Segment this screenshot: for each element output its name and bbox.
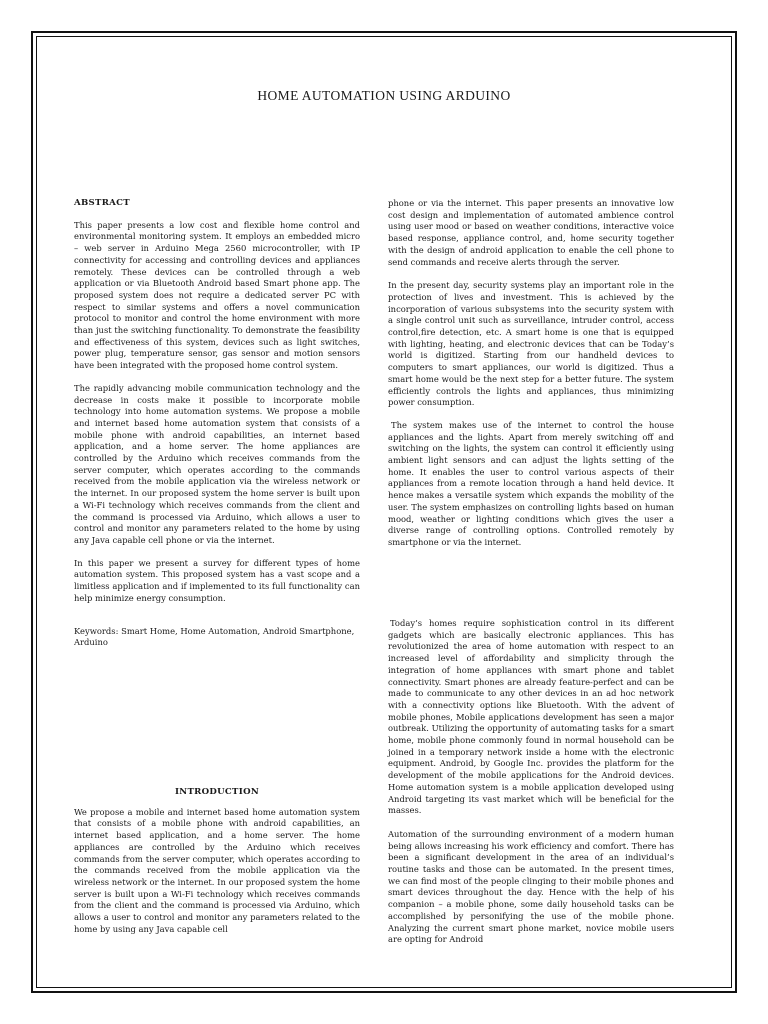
abstract-paragraph-2: The rapidly advancing mobile communication technology and the decrease in costs make it possible to incorporate mobile technology into home automation systems. We propose a mobile and internet based home automation system that consists of a mobile phone with android capabilities, an internet based application, and a home server. The home appliances are controlled by the Arduino which receives commands from the server computer, which operates according to the commands received from the mobile application via the wireless network or the internet. In our proposed system the home server is built upon a Wi-Fi technology which receives commands from the client and the command is processed via Arduino, which allows a user to control and monitor any parameters related to the home by using any Java capable cell phone or via the internet.	[74, 382, 360, 545]
abstract-paragraph-3: In this paper we present a survey for different types of home automation system. This proposed system has a vast scope and a limitless application and if implemented to its full functionality can help minimize energy consumption.	[74, 557, 360, 603]
right-paragraph-2: In the present day, security systems play an important role in the protection of lives and investment. This is achieved by the incorporation of various subsystems into the security system with a single control unit such as surveillance, intruder control, access control,fire detection, etc. A smart home is one that is equipped with lighting, heating, and electronic devices that can be Today’s world is digitized. Starting from our handheld devices to computers to smart appliances, our world is digitized. Thus a smart home would be the next step for a better future. The system efficiently controls the lights and appliances, thus minimizing power consumption.	[388, 280, 674, 408]
right-paragraph-3: The system makes use of the internet to control the house appliances and the lights. Apart from merely switching off and switching on the lights, the system can control it efficiently using ambient light sensors and can adjust the lights setting of the home. It enables the user to control various aspects of their appliances from a remote location through a hand held device. It hence makes a versatile system which expands the mobility of the user. The system emphasizes on controlling lights based on human mood, weather or lighting conditions which gives the user a diverse range of controlling options. Controlled remotely by smartphone or via the internet.	[388, 419, 674, 547]
right-paragraph-1: phone or via the internet. This paper presents an innovative low cost design and implementation of automated ambience control using user mood or based on weather conditions, interactive voice based response, appliance control, and, home security together with the design of android application to enable the cell phone to send commands and receive alerts through the server.	[388, 198, 674, 267]
right-column-bottom	[388, 618, 674, 946]
paper-title: HOME AUTOMATION USING ARDUINO	[257, 88, 511, 103]
right-column-top	[388, 198, 674, 549]
introduction-paragraph-1: We propose a mobile and internet based home automation system that consists of a mobile phone with android capabilities, an internet based application, and a home server. The home appliances are controlled by the Arduino which receives commands from the server computer, which operates according to the commands received from the mobile application via the wireless network or the internet. In our proposed system the home server is built upon a Wi-Fi technology which receives commands from the client and the command is processed via Arduino, which allows a user to control and monitor any parameters related to the home by using any Java capable cell	[74, 806, 360, 934]
abstract-section	[74, 198, 360, 649]
keywords: Keywords: Smart Home, Home Automation, Android Smartphone, Arduino	[74, 625, 355, 648]
abstract-paragraph-1: This paper presents a low cost and flexible home control and environmental monitoring system. It employs an embedded micro – web server in Arduino Mega 2560 microcontroller, with IP connectivity for accessing and controlling devices and appliances remotely. These devices can be controlled through a web application or via Bluetooth Android based Smart phone app. The proposed system does not require a dedicated server PC with respect to similar systems and offers a novel communication protocol to monitor and control the home environment with more than just the switching functionality. To demonstrate the feasibility and effectiveness of this system, devices such as light switches, power plug, temperature sensor, gas sensor and motion sensors have been integrated with the proposed home control system.	[74, 219, 360, 371]
abstract-heading: ABSTRACT	[74, 198, 130, 208]
introduction-section	[74, 787, 360, 935]
right-paragraph-5: Automation of the surrounding environment of a modern human being allows increasing his work efficiency and comfort. There has been a significant development in the area of an individual’s routine tasks and those can be automated. In the present times, we can find most of the people clinging to their mobile phones and smart devices throughout the day. Hence with the help of his companion – a mobile phone, some daily household tasks can be accomplished by personifying the use of the mobile phone. Analyzing the current smart phone market, novice mobile users are opting for Android	[388, 828, 674, 945]
right-paragraph-4: Today’s homes require sophistication control in its different gadgets which are basically electronic appliances. This has revolutionized the area of home automation with respect to an increased level of affordability and simplicity through the integration of home appliances with smart phone and tablet connectivity. Smart phones are already feature-perfect and can be made to communicate to any other devices in an ad hoc network with a connectivity options like Bluetooth. With the advent of mobile phones, Mobile applications development has seen a major outbreak. Utilizing the opportunity of automating tasks for a smart home, mobile phone commonly found in normal household can be joined in a temporary network inside a home with the electronic equipment. Android, by Google Inc. provides the platform for the development of the mobile applications for the Android devices. Home automation system is a mobile application developed using Android targeting its vast market which will be beneficial for the masses.	[388, 618, 674, 816]
introduction-heading: INTRODUCTION	[174, 787, 260, 797]
